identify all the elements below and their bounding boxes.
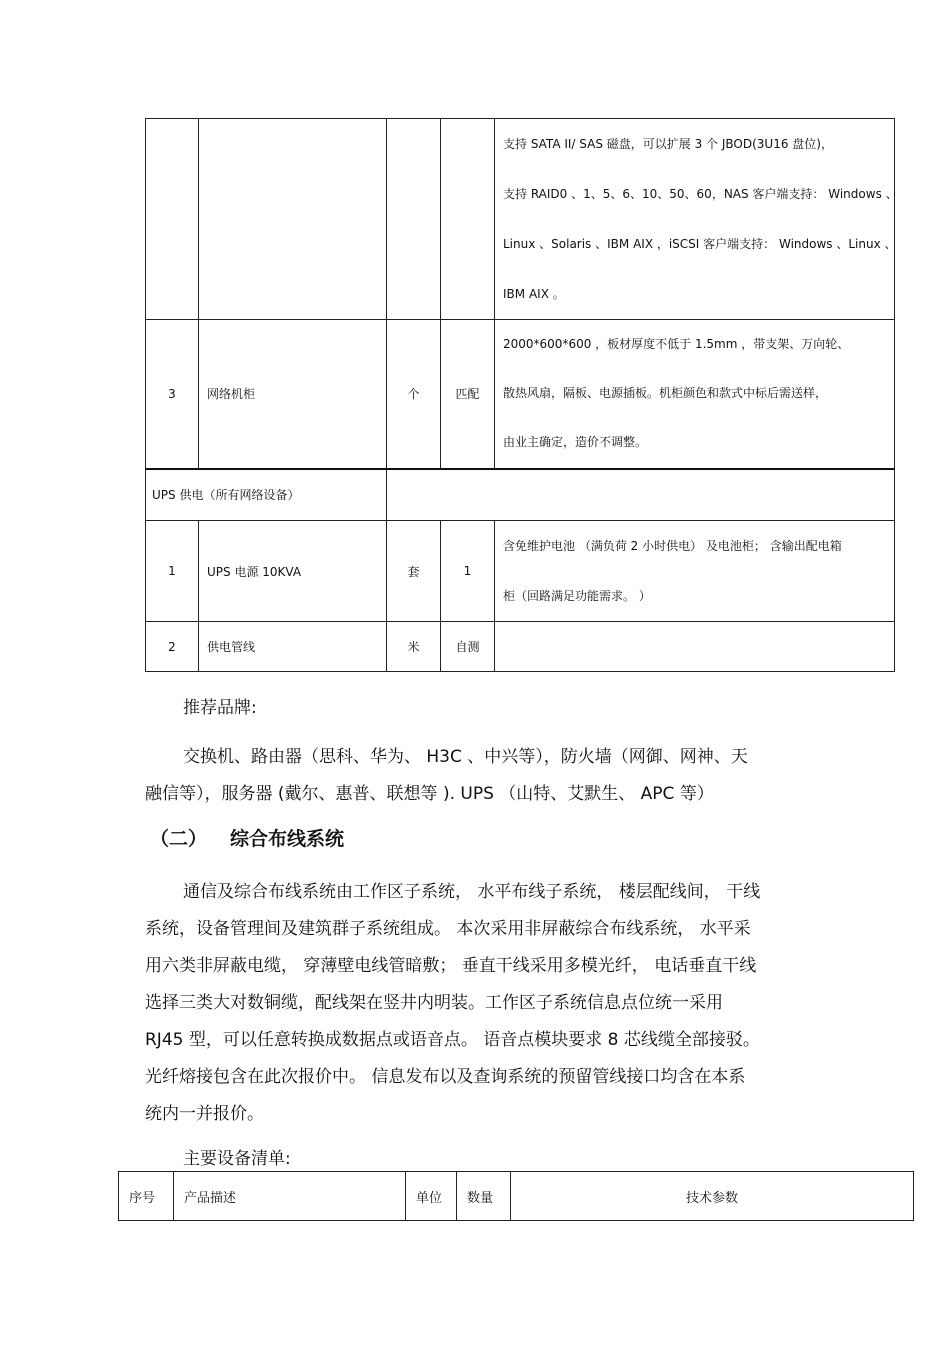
paragraph-line: 统内一并报价。 [145, 1104, 264, 1124]
paragraph-line: 选择三类大对数铜缆，配线架在竖井内明装。工作区子系统信息点位统一采用 [145, 993, 723, 1013]
param-line: IBM AIX 。 [503, 287, 565, 301]
table-row [146, 320, 895, 469]
table-cell-no: 2 [146, 622, 199, 672]
param-line: 散热风扇，隔板、电源插板。机柜颜色和款式中标后需送样， [503, 386, 828, 401]
table-cell-name: UPS 电源 10KVA [199, 521, 387, 622]
equipment-table-cabling [118, 1171, 914, 1221]
section-title: 综合布线系统 [230, 828, 345, 850]
table-cell-unit: 个 [387, 320, 441, 469]
section-number: （二） [150, 828, 208, 850]
header-qty: 数量 [457, 1172, 511, 1221]
brands-line: 融信等），服务器 (戴尔、惠普、联想等 ). UPS （山特、艾默生、 APC 等） [145, 784, 714, 804]
paragraph-line: 光纤熔接包含在此次报价中。 信息发布以及查询系统的预留管线接口均含在本系 [145, 1067, 746, 1087]
table-row [146, 521, 895, 622]
table-cell-qty: 1 [441, 521, 495, 622]
table-cell-unit: 米 [387, 622, 441, 672]
header-description: 产品描述 [174, 1172, 406, 1221]
param-line: 柜（回路满足功能需求。 ） [503, 589, 651, 603]
header-params: 技术参数 [511, 1172, 914, 1221]
brands-label: 推荐品牌: [183, 698, 257, 718]
table-cell-unit [387, 119, 441, 320]
param-line: 2000*600*600 ，板材厚度不低于 1.5mm ，带支架、万向轮、 [503, 337, 850, 352]
brands-line: 交换机、路由器（思科、华为、 H3C 、中兴等），防火墙（网御、网神、天 [183, 747, 748, 767]
table-cell-name [199, 119, 387, 320]
table-cell-qty: 匹配 [441, 320, 495, 469]
section-title-cell: UPS 供电（所有网络设备） [146, 469, 387, 521]
table-row [146, 119, 895, 320]
table-header-row [119, 1172, 914, 1221]
table-cell-name: 供电管线 [199, 622, 387, 672]
table-cell-qty: 自测 [441, 622, 495, 672]
table-row [146, 622, 895, 672]
header-no: 序号 [119, 1172, 174, 1221]
main-equipment-list-label: 主要设备清单: [183, 1149, 291, 1169]
paragraph-line: 通信及综合布线系统由工作区子系统， 水平布线子系统， 楼层配线间， 干线 [183, 882, 761, 902]
param-line: Linux 、Solaris 、IBM AIX ，iSCSI 客户端支持： Windows 、Linux 、 [503, 237, 897, 251]
table-section-row [146, 469, 895, 521]
table-cell-no [146, 119, 199, 320]
equipment-table-network [145, 118, 898, 672]
table-cell-name: 网络机柜 [199, 320, 387, 469]
paragraph-line: RJ45 型，可以任意转换成数据点或语音点。 语音点模块要求 8 芯线缆全部接驳。 [145, 1030, 760, 1050]
header-unit: 单位 [406, 1172, 457, 1221]
table-cell-params [495, 521, 895, 622]
table-cell-params [495, 119, 898, 320]
table-cell-unit: 套 [387, 521, 441, 622]
param-line: 由业主确定，造价不调整。 [503, 435, 648, 450]
section-empty-cell [387, 469, 895, 521]
section-heading [150, 824, 344, 851]
table-cell-qty [441, 119, 495, 320]
paragraph-line: 用六类非屏蔽电缆， 穿薄壁电线管暗敷； 垂直干线采用多模光纤， 电话垂直干线 [145, 956, 757, 976]
table-cell-params [495, 622, 895, 672]
param-line: 含免维护电池 （满负荷 2 小时供电） 及电池柜； 含输出配电箱 [503, 539, 842, 553]
param-line: 支持 SATA II/ SAS 磁盘，可以扩展 3 个 JBOD(3U16 盘位)， [503, 137, 833, 151]
table-cell-params [495, 320, 895, 469]
table-cell-no: 1 [146, 521, 199, 622]
table-cell-no: 3 [146, 320, 199, 469]
paragraph-line: 系统，设备管理间及建筑群子系统组成。 本次采用非屏蔽综合布线系统， 水平采 [145, 919, 751, 939]
param-line: 支持 RAID0 、1、5、6、10、50、60，NAS 客户端支持： Windows 、 [503, 187, 898, 201]
